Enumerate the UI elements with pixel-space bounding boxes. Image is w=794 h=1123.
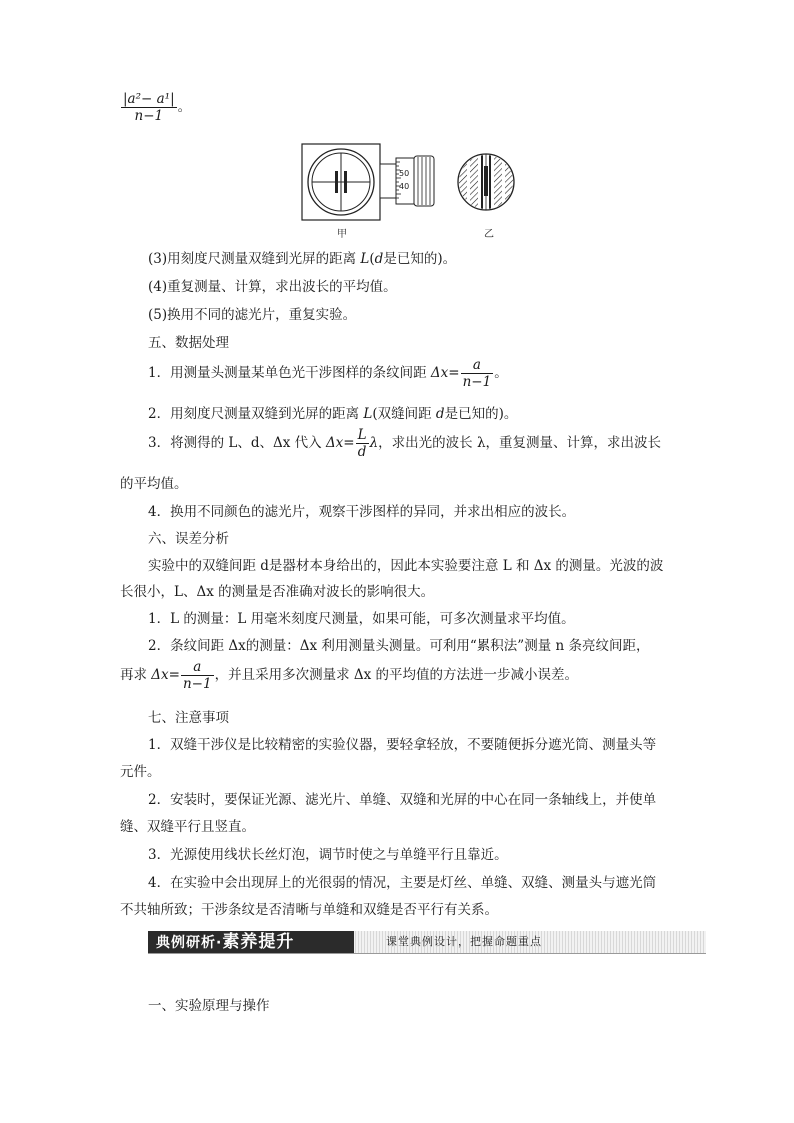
section-7-heading: 七、注意事项 [148,710,229,726]
section-6-heading: 六、误差分析 [148,531,229,547]
var-d: d [374,251,384,267]
section-7-item-1-line-2: 元件。 [120,764,161,780]
section-7-item-2-line-1: 2．安装时，要保证光源、滤光片、单缝、双缝和光屏的中心在同一条轴线上，并使单 [148,792,657,808]
item-text: 1．用测量头测量某单色光干涉图样的条纹间距 [148,365,431,382]
item-tail: 。 [494,365,508,382]
fraction-denominator: n−1 [182,676,212,693]
figure-label-yi: 乙 [484,229,494,240]
section-7-item-3: 3．光源使用线状长丝灯泡，调节时使之与单缝平行且靠近。 [148,847,508,863]
fraction-numerator: |a²− a¹| [123,91,175,107]
section-6-paragraph-line-2: 长很小，L、Δx 的测量是否准确对波长的影响很大。 [120,584,435,600]
section-5-item-4: 4．换用不同颜色的滤光片，观察干涉图样的异同，并求出相应的波长。 [148,504,576,520]
next-section-heading: 一、实验原理与操作 [148,998,270,1014]
fraction-denominator: n−1 [462,374,492,391]
section-banner [148,931,706,954]
fraction [181,660,214,691]
step-3-pre: (3)用刻度尺测量双缝到光屏的距离 [148,251,361,267]
item-tail: 是已知的)。 [444,406,518,422]
item-mid: (双缝间距 [372,406,436,422]
item-text: 2．用刻度尺测量双缝到光屏的距离 [148,406,364,422]
fraction-numerator: a [193,659,202,675]
banner-title-a: 典例研析· [156,935,223,951]
item-tail: ，求出光的波长 λ，重复测量、计算，求出波长 [378,435,662,452]
var-L: L [363,406,373,422]
lambda-symbol: λ [369,435,379,452]
section-5-item-3 [148,428,661,459]
banner-title [148,931,354,953]
section-5-item-3-continued: 的平均值。 [120,476,188,492]
drum-collar [380,164,396,198]
fringe-bar-right [344,171,347,193]
section-5-heading: 五、数据处理 [148,335,229,351]
section-7-item-2-line-2: 缝、双缝平行且竖直。 [120,819,255,835]
var-L: L [360,251,370,267]
fraction [461,358,494,389]
fraction [121,92,177,123]
banner-subtitle: 课堂典例设计，把握命题重点 [386,935,542,948]
formula-tail: 。 [177,99,192,116]
step-3-mid: ( [369,251,375,267]
fringe-bar-left [335,171,338,193]
formula-lhs: Δx= [430,365,460,382]
step-5: (5)换用不同的滤光片，重复实验。 [148,307,357,323]
figure-label-jia: 甲 [337,229,347,240]
section-6-item-1: 1．L 的测量：L 用毫米刻度尺测量，如果可能，可多次测量求平均值。 [148,611,575,627]
section-7-item-4-line-2: 不共轴所致；干涉条纹是否清晰与单缝和双缝是否平行有关系。 [120,902,498,918]
section-7-item-1-line-1: 1．双缝干涉仪是比较精密的实验仪器，要轻拿轻放，不要随便拆分遮光筒、测量头等 [148,737,657,753]
knob [414,156,434,206]
section-6-paragraph-line-1: 实验中的双缝间距 d是器材本身给出的，因此本实验要注意 L 和 Δx 的测量。光波的波 [148,558,664,574]
fraction-denominator: n−1 [121,107,177,123]
scale-drum [396,158,414,204]
item-tail: ，并且采用多次测量求 Δx 的平均值的方法进一步减小误差。 [214,667,579,684]
section-6-item-2-line-1: 2．条纹间距 Δx的测量：Δx 利用测量头测量。可利用“累积法”测量 n 条亮纹间距， [148,638,650,654]
measuring-head-figure [298,140,528,240]
var-d: d [435,406,445,422]
section-5-item-1 [148,358,508,389]
fraction-numerator: a [472,357,481,373]
step-3 [148,247,456,267]
section-5-item-2 [148,402,517,422]
item-text: 3．将测得的 L、d、Δx 代入 [148,435,326,452]
fraction [356,428,369,459]
banner-title-b: 素养提升 [222,932,295,952]
fraction-denominator: d [356,443,369,459]
step-4: (4)重复测量、计算，求出波长的平均值。 [148,279,397,295]
section-6-item-2-line-2 [120,660,578,691]
section-7-item-4-line-1: 4．在实验中会出现屏上的光很弱的情况，主要是灯丝、单缝、双缝、测量头与遮光筒 [148,875,657,891]
fraction-numerator: L [357,427,367,443]
drum-scale-50: 50 [399,169,410,178]
formula-lhs: Δx= [151,667,180,684]
step-3-post: 是已知的)。 [383,251,457,267]
drum-scale-40: 40 [399,182,410,191]
item-text: 再求 [120,667,152,684]
top-formula [120,92,191,123]
formula-lhs: Δx= [325,435,355,452]
